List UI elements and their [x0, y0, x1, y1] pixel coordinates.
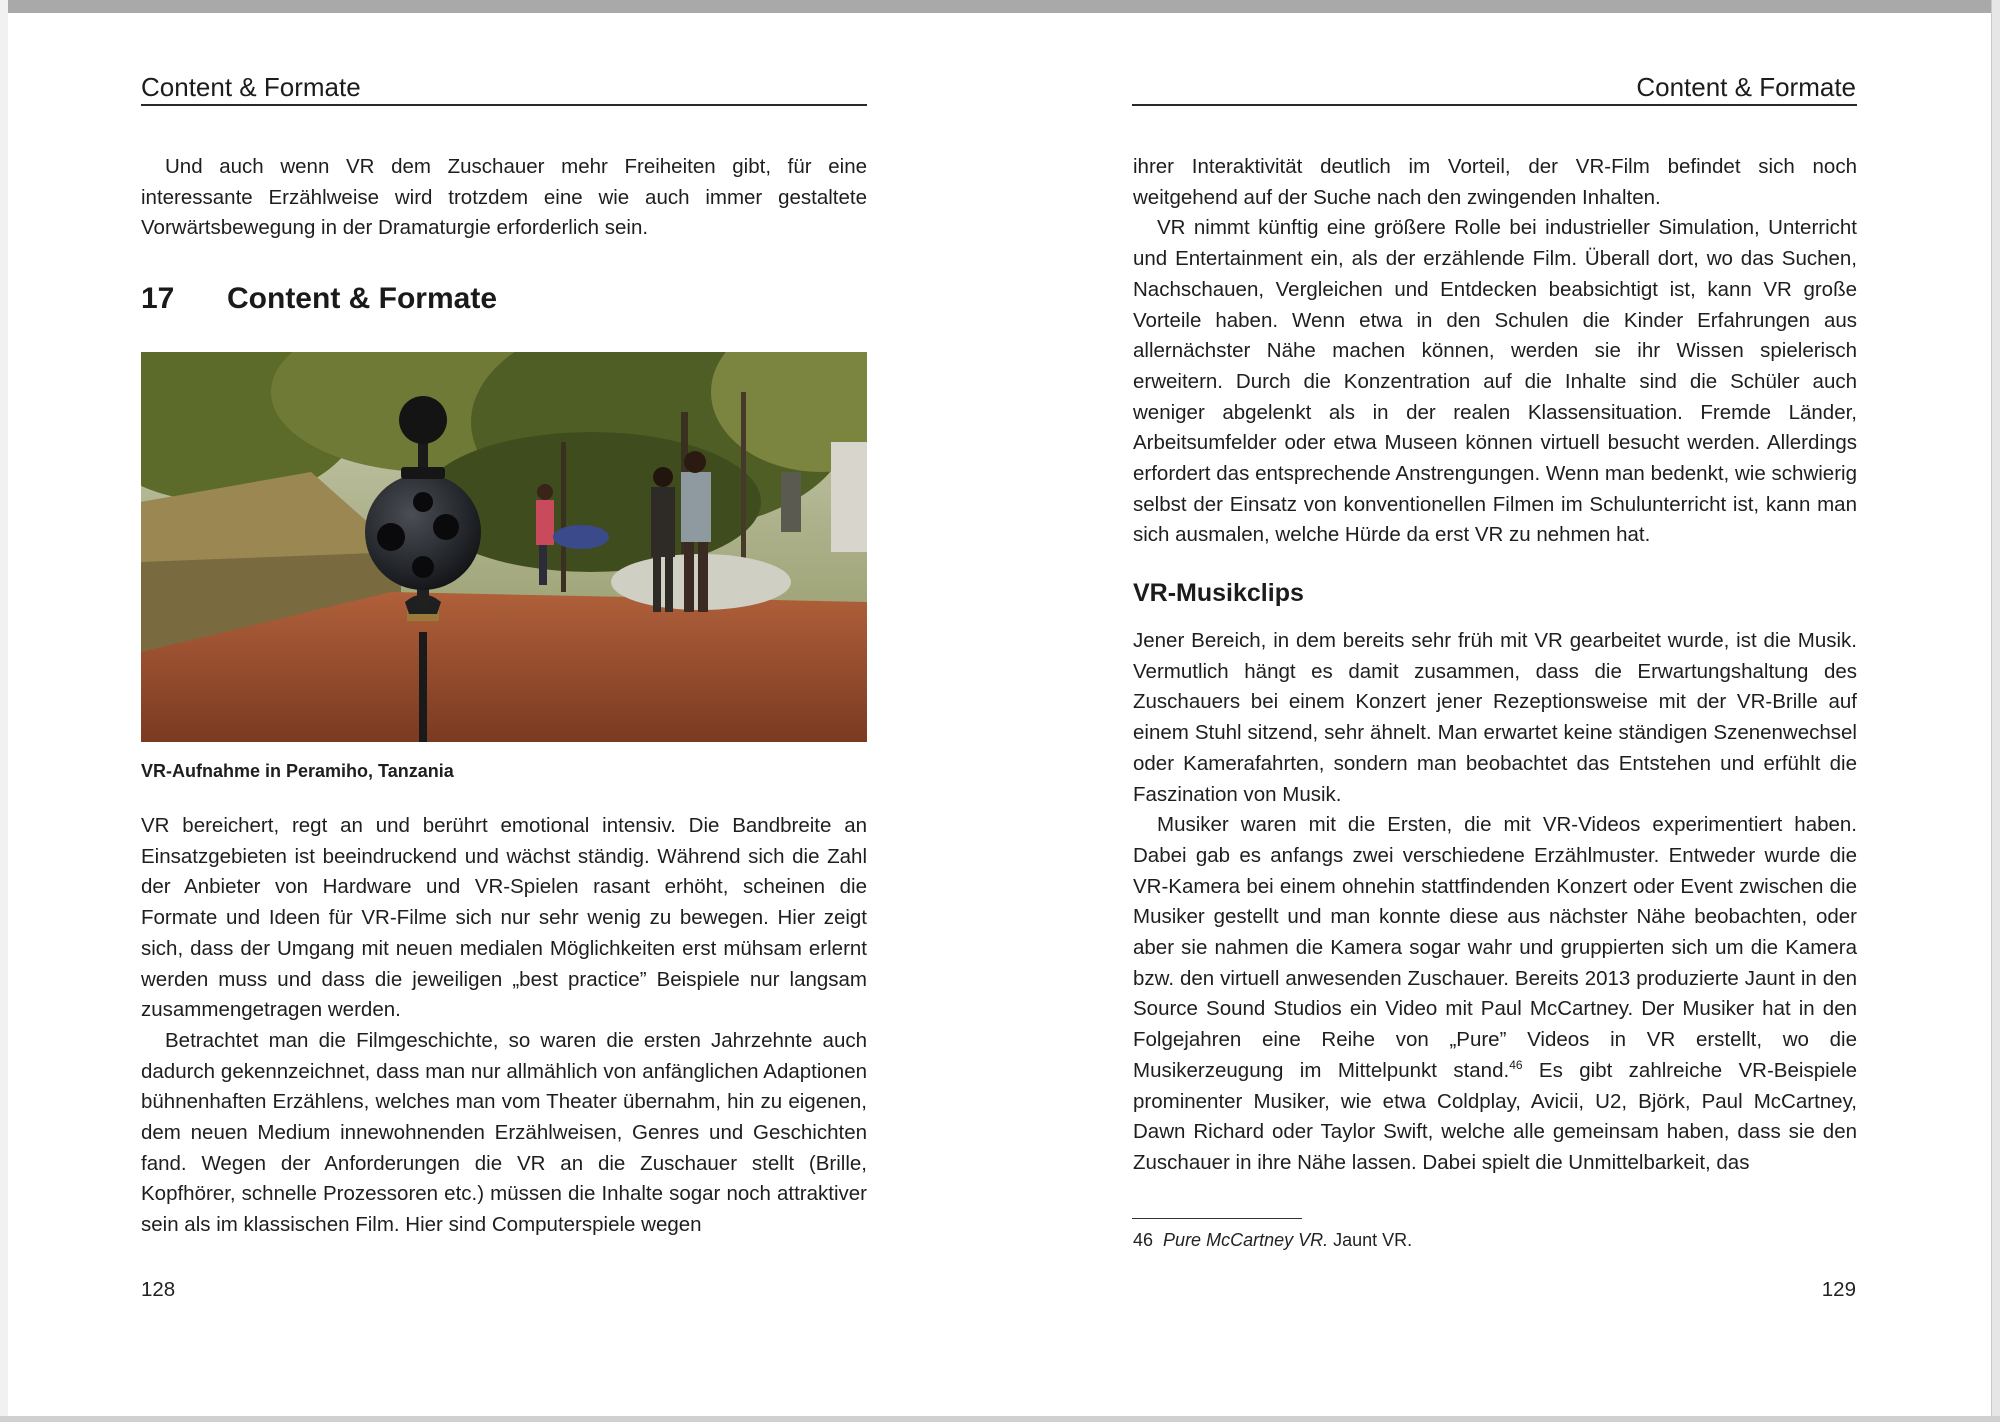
header-rule-right [1132, 104, 1857, 106]
chapter-title: Content & Formate [227, 282, 497, 315]
running-head-left: Content & Formate [141, 72, 361, 102]
running-head-right: Content & Formate [1636, 72, 1856, 102]
viewer-left-edge [0, 0, 8, 1422]
paragraph-4-part-1: Musiker waren mit die Ersten, die mit VR-Videos experimentiert haben. Dabei gab es anfangs zwei verschiedene Erzählmuster. Entweder wurde die VR-Kamera bei einem ohnehin stattfindenden Konzert oder Event zwischen die Musiker gestellt und man konnte diese aus nächster Nähe beobachten, oder aber sie nahmen die Kamera sogar wahr und gruppierten sich um die Kamera bzw. den virtuell anwesenden Zuschauer. Bereits 2013 produzierte Jaunt in den Source Sound Studios ein Video mit Paul McCartney. Der Musiker hat in den Folgejahren eine Reihe von „Pure” Videos in VR erstellt, wo die Musikerzeugung im Mittelpunkt stand. [1133, 813, 1857, 1082]
right-body-top [1133, 152, 1857, 551]
figure-photo [141, 352, 867, 742]
chapter-heading [141, 282, 497, 316]
viewer-bottom-bar [0, 1416, 2000, 1422]
right-paragraph-3: Jener Bereich, in dem bereits sehr früh mit VR gearbeitet wurde, ist die Musik. Vermutlich hängt es damit zusammen, dass die Erwartungshaltung des Zuschauers bei einem Konzert jener Rezeptionsweise mit der VR-Brille auf einem Stuhl sitzend, sehr ähnelt. Man erwartet keine ständigen Szenenwechsel oder Kamerafahrten, sondern man beobachtet das Entstehen und erfühlt die Faszination von Musik. [1133, 629, 1857, 806]
right-paragraph-4 [1133, 810, 1857, 1178]
footnote-reference[interactable]: 46 [1509, 1058, 1523, 1073]
footnote-rule [1132, 1218, 1302, 1219]
page-number-left: 128 [141, 1278, 176, 1301]
header-rule-left [141, 104, 867, 106]
left-intro-block [141, 152, 867, 244]
footnote-title: Pure McCartney VR. [1163, 1230, 1329, 1250]
viewer-scrollbar[interactable] [1991, 0, 2000, 1422]
footnote-source: Jaunt VR. [1328, 1230, 1413, 1250]
chapter-number: 17 [141, 282, 175, 315]
footnote [1133, 1230, 1412, 1251]
footnote-number: 46 [1133, 1230, 1154, 1250]
right-body-bottom [1133, 626, 1857, 1179]
paragraph-4-part-2: Es gibt zahlreiche VR-Beispiele prominenter Musiker, wie etwa Coldplay, Avicii, U2, Björk, Paul McCartney, Dawn Richard oder Taylor Swift, welche alle gemeinsam haben, dass sie den Zuschauer in ihre Nähe lassen. Dabei spielt die Unmittelbarkeit, das [1133, 1058, 1858, 1174]
left-paragraph-2: Betrachtet man die Filmgeschichte, so waren die ersten Jahrzehnte auch dadurch gekennzeichnet, dass man nur allmählich von anfänglichen Adaptionen bühnenhaften Erzählens, welches man vom Theater übernahm, hin zu eigenen, dem neuen Medium innewohnenden Erzählweisen, Genres und Geschichten fand. Wegen der Anforderungen die VR an die Zuschauer stellt (Brille, Kopfhörer, schnelle Prozessoren etc.) müssen die Inhalte sogar noch attraktiver sein als im klassischen Film. Hier sind Computerspiele wegen [141, 1028, 867, 1237]
viewer-top-bar [0, 0, 2000, 13]
figure-caption: VR-Aufnahme in Peramiho, Tanzania [141, 761, 454, 781]
right-paragraph-2: VR nimmt künftig eine größere Rolle bei industrieller Simulation, Unterricht und Entertainment ein, als der erzählende Film. Überall dort, wo das Suchen, Nachschauen, Vergleichen und Entdecken beabsichtigt ist, kann VR große Vorteile haben. Wenn etwa in den Schulen die Kinder Erfahrungen aus allernächster Nähe machen können, werden sie ihr Wissen spielerisch erweitern. Durch die Konzentration auf die Inhalte sind die Schüler auch weniger abgelenkt als in der realen Klassensituation. Fremde Länder, Arbeitsumfelder oder etwa Museen können virtuell besucht werden. Allerdings erfordert das entsprechende Anstrengungen. Wenn man bedenkt, wie schwierig selbst der Einsatz von konventionellen Filmen im Schulunterricht ist, kann man sich ausmalen, welche Hürde da erst VR zu nehmen hat. [1133, 216, 1857, 547]
intro-paragraph: Und auch wenn VR dem Zuschauer mehr Freiheiten gibt, für eine interessante Erzählweise wird trotzdem eine wie auch immer gestaltete Vorwärtsbewegung in der Dramaturgie erforderlich sein. [141, 155, 867, 240]
page-number-right: 129 [1821, 1278, 1856, 1301]
left-paragraph-1: VR bereichert, regt an und berührt emotional intensiv. Die Bandbreite an Einsatzgebieten ist beeindruckend und wächst ständig. Während sich die Zahl der Anbieter von Hardware und VR-Spielen rasant erhöht, scheinen die Formate und Ideen für VR-Filme sich nur sehr wenig zu bewegen. Hier zeigt sich, dass der Umgang mit neuen medialen Möglichkeiten erst mühsam erlernt werden muss und dass die jeweiligen „best practice” Beispiele nur langsam zusammengetragen werden. [141, 814, 867, 1022]
section-heading: VR-Musikclips [1133, 579, 1304, 607]
right-paragraph-1: ihrer Interaktivität deutlich im Vorteil, der VR-Film befindet sich noch weitgehend auf der Suche nach den zwingenden Inhalten. [1133, 155, 1857, 209]
left-body-text [141, 811, 867, 1241]
